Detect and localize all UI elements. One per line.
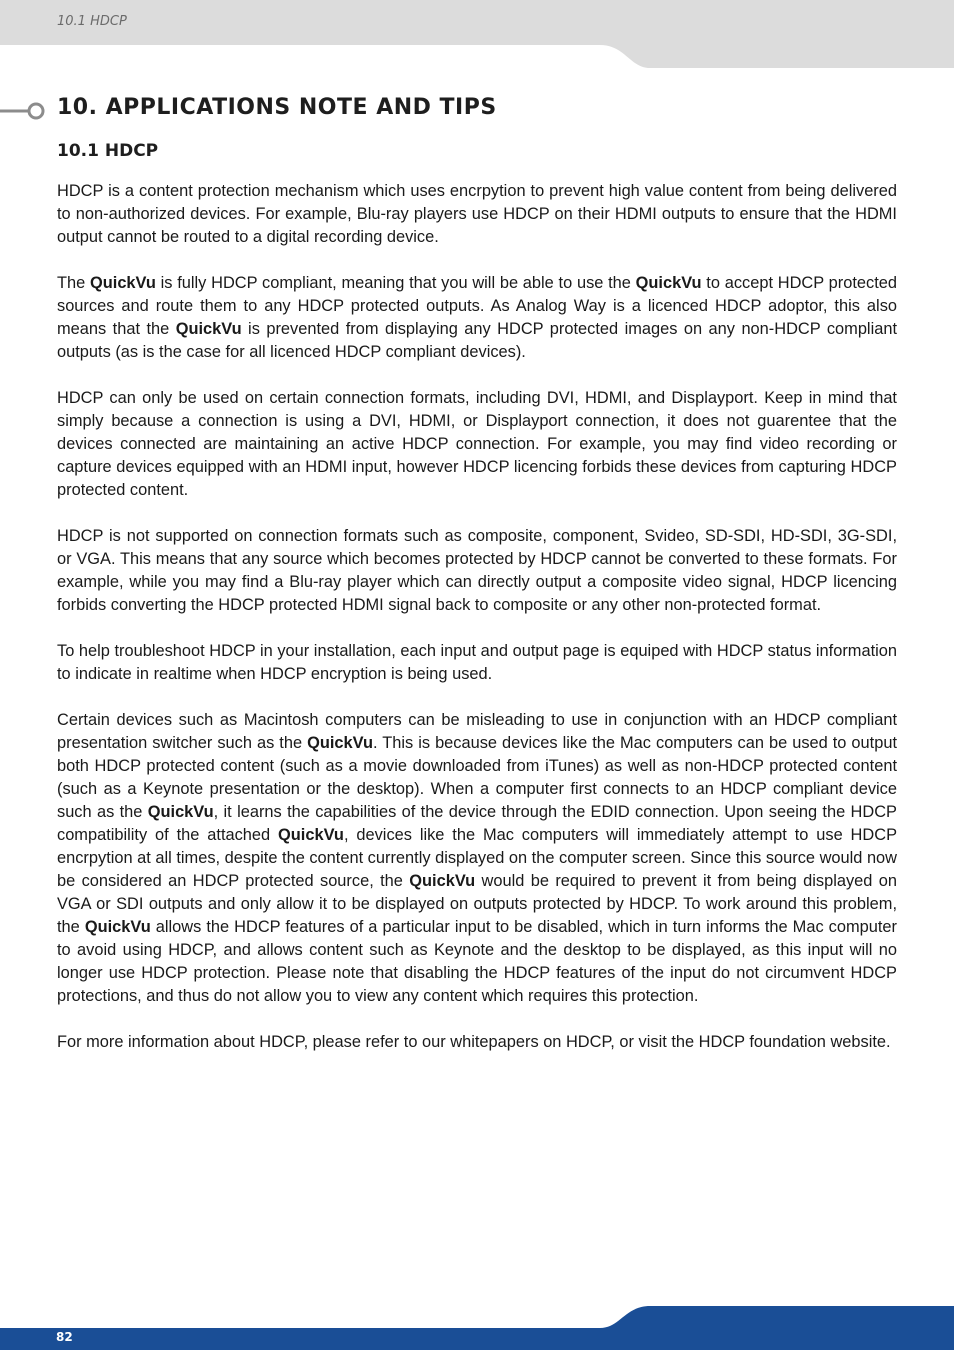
page-number: 82 — [56, 1330, 73, 1344]
paragraph-text: Certain devices such as Macintosh computers can be misleading to use in conjunction with an HDCP compliant presentation switcher such as the — [57, 711, 897, 752]
paragraph-text: The — [57, 274, 90, 292]
paragraph-5: To help troubleshoot HDCP in your installation, each input and output page is equiped with HDCP status information to indicate in realtime when HDCP encryption is being used. — [57, 642, 897, 683]
footer-band — [0, 1304, 954, 1350]
paragraph-text: , it learns the capabilities of the device through the EDID connection. Upon seeing the HDCP compatibility of the attached — [57, 803, 897, 844]
header-band — [0, 0, 954, 70]
paragraph-text: . This is because devices like the Mac computers can be used to output both HDCP protected content (such as a movie downloaded from iTunes) as well as non-HDCP protected content (such as a Keynote presentation or the desktop). When a computer first connects to an HDCP compliant device such as the — [57, 734, 898, 821]
product-name: QuickVu — [409, 872, 476, 890]
paragraph-text: to accept HDCP protected sources and route them to any HDCP protected outputs. As Analog Way is a licenced HDCP adoptor, this also means that the — [57, 274, 897, 338]
section-title: 10.1 HDCP — [57, 141, 159, 161]
paragraph-3: HDCP can only be used on certain connection formats, including DVI, HDMI, and Displayport. Keep in mind that simply because a connection is using a DVI, HDMI, or Displayport connection, it does not guarentee that the devices connected are maintaining an active HDCP connection. For example, you may find video recording or capture devices equipped with an HDMI input, however HDCP licencing forbids these devices from capturing HDCP protected content. — [57, 389, 897, 499]
product-name: QuickVu — [147, 803, 214, 821]
paragraph-text: , devices like the Mac computers will immediately attempt to use HDCP encrpytion at all times, despite the content currently displayed on the computer screen. Since this source would now be considered an HDCP protected source, the — [57, 826, 898, 890]
product-name: QuickVu — [84, 918, 151, 936]
title-bullet-icon — [0, 98, 50, 124]
paragraph-4: HDCP is not supported on connection formats such as composite, component, Svideo, SD-SDI, HD-SDI, 3G-SDI, or VGA. This means that any source which becomes protected by HDCP cannot be converted to these formats. For example, while you may find a Blu-ray player which can directly output a composite video signal, HDCP licencing forbids converting the HDCP protected HDMI signal back to composite or any other non-protected format. — [57, 527, 897, 614]
running-header: 10.1 HDCP — [57, 14, 127, 29]
paragraph-text: is prevented from displaying any HDCP protected images on any non-HDCP compliant outputs (as is the case for all licenced HDCP compliant devices). — [57, 320, 897, 361]
product-name: QuickVu — [175, 320, 242, 338]
product-name: QuickVu — [635, 274, 702, 292]
paragraph-text: is fully HDCP compliant, meaning that you will be able to use the — [155, 274, 636, 292]
product-name: QuickVu — [90, 274, 156, 292]
body-text — [57, 180, 897, 1077]
product-name: QuickVu — [307, 734, 373, 752]
paragraph-6 — [57, 709, 897, 1008]
product-name: QuickVu — [278, 826, 344, 844]
page-title: 10. APPLICATIONS NOTE AND TIPS — [57, 95, 497, 120]
paragraph-1: HDCP is a content protection mechanism which uses encrpytion to prevent high value content from being delivered to non-authorized devices. For example, Blu-ray players use HDCP on their HDMI outputs to ensure that the HDMI output cannot be routed to a digital recording device. — [57, 182, 897, 246]
paragraph-text: would be required to prevent it from being displayed on VGA or SDI outputs and only allow it to be displayed on outputs protected by HDCP. To work around this problem, the — [57, 872, 897, 936]
paragraph-2 — [57, 272, 897, 364]
paragraph-7: For more information about HDCP, please refer to our whitepapers on HDCP, or visit the HDCP foundation website. — [57, 1033, 891, 1051]
paragraph-text: allows the HDCP features of a particular input to be disabled, which in turn informs the Mac computer to avoid using HDCP, and allows content such as Keynote and the desktop to be displayed, as this input will no longer use HDCP protection. Please note that disabling the HDCP features of the input do not circumvent HDCP protections, and thus do not allow you to view any content which requires this protection. — [57, 918, 897, 1005]
